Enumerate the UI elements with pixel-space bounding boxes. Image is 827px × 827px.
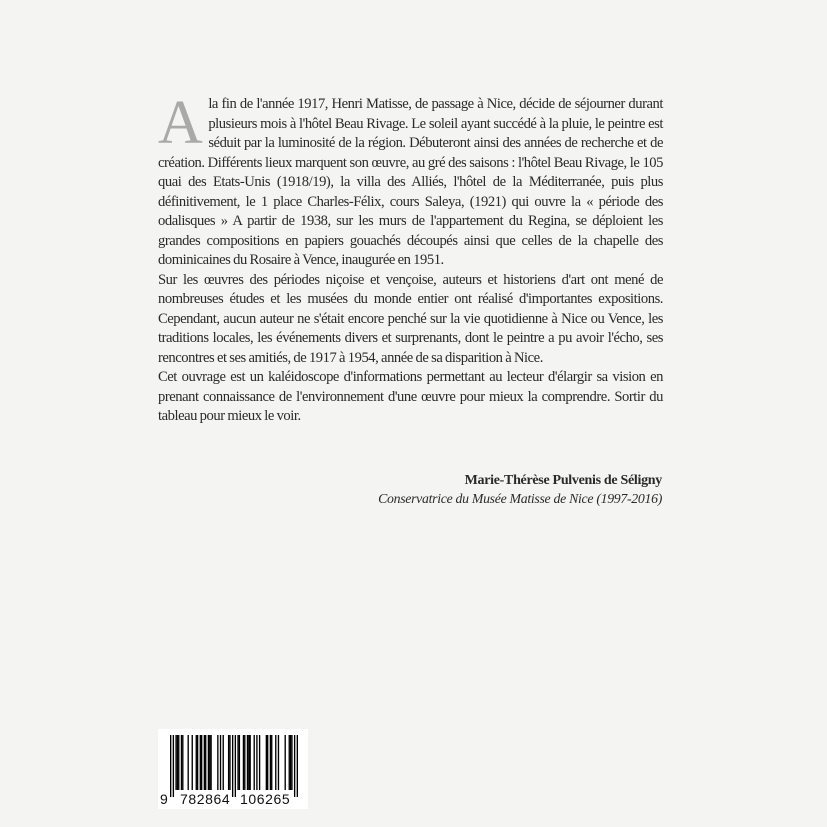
barcode-bar	[291, 735, 292, 790]
barcode-bar	[256, 735, 257, 790]
barcode-bar	[204, 735, 205, 790]
barcode-bar	[205, 735, 206, 790]
barcode-bar	[244, 735, 245, 790]
barcode-bar	[223, 735, 224, 790]
barcode-bar	[285, 735, 286, 790]
barcode-bar	[271, 735, 272, 790]
barcode-bar	[237, 735, 238, 790]
barcode-bar	[232, 735, 233, 797]
barcode-bar	[192, 735, 193, 790]
paragraph-1	[158, 89, 663, 271]
barcode-bar	[228, 735, 229, 790]
barcode-bar	[290, 735, 291, 790]
barcode-bar	[217, 735, 218, 790]
barcode-bar	[297, 735, 298, 797]
barcode-bar	[235, 735, 236, 797]
barcode-bar	[247, 735, 248, 790]
dropcap-letter: A	[158, 89, 203, 157]
paragraph-1-text: la fin de l'année 1917, Henri Matisse, de passage à Nice, décide de séjourner durant plusieurs mois à l'hôtel Beau Rivage. Le soleil ayant succédé à la pluie, le peintre est séduit par la luminosité de la région. Débuteront ainsi des années de recherche et de création. Différents lieux marquent son œuvre, au gré des saisons : l'hôtel Beau Rivage, le 105 quai des Etats-Unis (1918/19), la villa des Alliés, l'hôtel de la Méditerranée, puis plus définitivement, le 1 place Charles-Félix, cours Saleya, (1921) qui ouvre la « période des odalisques » A partir de 1938, sur les murs de l'appartement du Regina, se déploient les grandes compositions en papiers gouachés découpés ainsi que celles de la chapelle des dominicaines du Rosaire à Vence, inaugurée en 1951.	[158, 96, 663, 268]
barcode-bar	[197, 735, 198, 790]
paragraph-2: Sur les œuvres des périodes niçoise et vençoise, auteurs et historiens d'art ont mené de nombreuses études et les musées du monde entier ont réalisé d'importantes expositions. Cependant, aucun auteur ne s'était encore penché sur la vie quotidienne à Nice ou Vence, les traditions locales, les événements divers et surprenants, dont le peintre a pu avoir l'écho, ses rencontres et ses amitiés, de 1917 à 1954, année de sa disparition à Nice.	[158, 271, 663, 366]
blurb-text	[158, 89, 663, 427]
barcode-bar	[270, 735, 271, 790]
isbn-first-digit: 9	[160, 791, 169, 807]
barcode-bar	[208, 735, 209, 790]
barcode-bar	[201, 735, 202, 790]
barcode-bar	[170, 735, 171, 797]
isbn-barcode	[158, 729, 308, 809]
barcode-bar	[178, 735, 179, 790]
barcode-bar	[188, 735, 189, 790]
barcode-bar	[173, 735, 174, 797]
barcode-bar	[210, 735, 211, 790]
barcode-bar	[266, 735, 267, 790]
barcode-bar	[278, 735, 279, 790]
barcode-bar	[239, 735, 240, 790]
barcode-bar	[209, 735, 210, 790]
paragraph-3: Cet ouvrage est un kaléidoscope d'informations permettant au lecteur d'élargir sa vision en prenant connaissance de l'environnement d'une œuvre pour mieux la comprendre. Sortir du tableau pour mieux le voir.	[158, 369, 663, 424]
author-name: Marie-Thérèse Pulvenis de Séligny	[464, 473, 662, 488]
isbn-group-2: 106265	[240, 791, 291, 807]
barcode-bar	[248, 735, 249, 790]
barcode-bar	[294, 735, 295, 797]
barcode-bar	[181, 735, 182, 790]
barcode-bar	[243, 735, 244, 790]
barcode-bar	[177, 735, 178, 790]
barcode-bar	[229, 735, 230, 790]
barcode-bar	[200, 735, 201, 790]
barcode-bar	[267, 735, 268, 790]
barcode-bar	[289, 735, 290, 790]
barcode-bar	[220, 735, 221, 790]
barcode-bar	[182, 735, 183, 790]
signature-block	[378, 472, 662, 508]
barcode-bar	[259, 735, 260, 790]
barcode-bar	[196, 735, 197, 790]
barcode-bar	[254, 735, 255, 790]
barcode-bar	[175, 735, 176, 790]
barcode-bar	[249, 735, 250, 790]
barcode-bars	[170, 735, 298, 797]
author-role: Conservatrice du Musée Matisse de Nice (1997-2016)	[378, 491, 662, 506]
isbn-group-1: 782864	[180, 791, 231, 807]
barcode-bar	[275, 735, 276, 790]
